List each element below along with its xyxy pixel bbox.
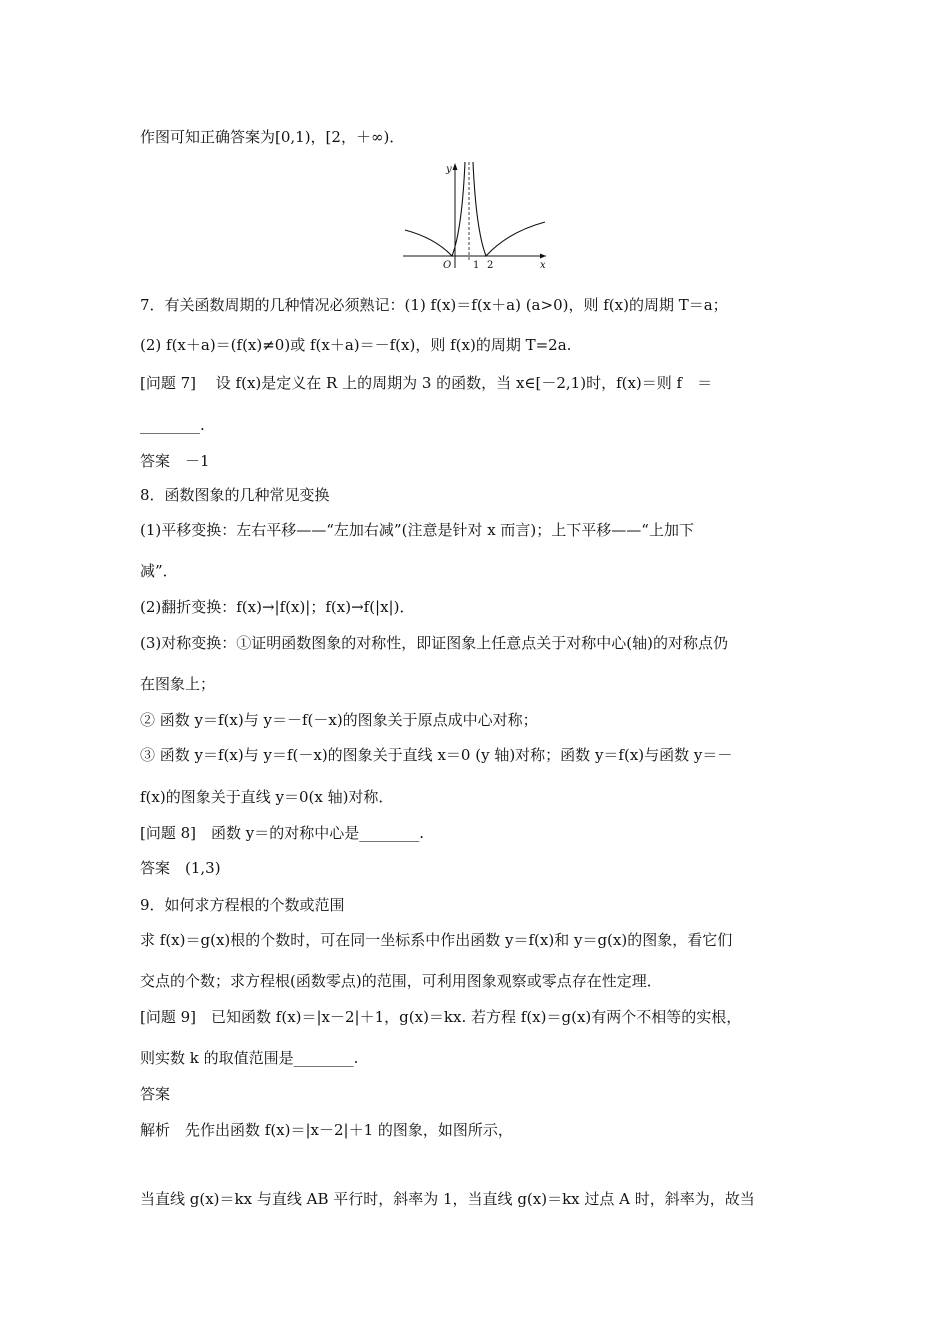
y-axis-arrow	[453, 163, 458, 170]
line-20: 交点的个数；求方程根(函数零点)的范围，可利用图象观察或零点存在性定理．	[140, 972, 662, 990]
origin-label: O	[443, 260, 452, 271]
line-21: [问题 9] 已知函数 f(x)＝|x－2|＋1，g(x)＝kx. 若方程 f(x)＝g(x)有两个不相等的实根，	[140, 1008, 742, 1026]
x-axis-label: x	[540, 260, 546, 271]
line-6: 答案 －1	[140, 452, 210, 470]
tick-label-1: 1	[473, 260, 480, 271]
line-7: 8．函数图象的几种常见变换	[140, 486, 330, 504]
curve-right	[473, 162, 545, 256]
line-12: 在图象上；	[140, 675, 216, 693]
line-15: f(x)的图象关于直线 y＝0(x 轴)对称．	[140, 788, 394, 806]
line-16: [问题 8] 函数 y＝的对称中心是________.	[140, 824, 425, 842]
curve-left	[405, 162, 465, 256]
line-14: ③ 函数 y＝f(x)与 y＝f(－x)的图象关于直线 x＝0 (y 轴)对称；函数 y＝f(x)与函数 y＝－	[140, 746, 733, 764]
line-25: 当直线 g(x)＝kx 与直线 AB 平行时，斜率为 1，当直线 g(x)＝kx 过点 A 时，斜率为，故当	[140, 1190, 755, 1208]
function-graph-figure	[400, 160, 550, 275]
line-8: (1)平移变换：左右平移——“左加右减”(注意是针对 x 而言)；上下平移——“上加下	[140, 521, 694, 539]
tick-label-2: 2	[487, 260, 494, 271]
line-10: (2)翻折变换：f(x)→|f(x)|；f(x)→f(|x|)．	[140, 598, 415, 616]
line-3: (2) f(x＋a)＝(f(x)≠0)或 f(x＋a)＝－f(x)，则 f(x)的周期 T=2a.	[140, 336, 572, 354]
line-19: 求 f(x)＝g(x)根的个数时，可在同一坐标系中作出函数 y＝f(x)和 y＝g(x)的图象，看它们	[140, 931, 733, 949]
line-5: ________.	[140, 416, 205, 434]
line-11: (3)对称变换：①证明函数图象的对称性，即证图象上任意点关于对称中心(轴)的对称点仍	[140, 634, 728, 652]
function-graph-svg	[400, 160, 550, 275]
line-13: ② 函数 y＝f(x)与 y＝－f(－x)的图象关于原点成中心对称；	[140, 711, 538, 729]
line-24: 解析 先作出函数 f(x)＝|x－2|＋1 的图象，如图所示，	[140, 1121, 513, 1139]
line-23: 答案	[140, 1085, 171, 1103]
y-axis-label: y	[446, 164, 452, 175]
line-17: 答案 (1,3)	[140, 859, 221, 877]
line-2: 7．有关函数周期的几种情况必须熟记：(1) f(x)＝f(x＋a) (a>0)，则 f(x)的周期 T＝a；	[140, 296, 728, 314]
line-4: [问题 7] 设 f(x)是定义在 R 上的周期为 3 的函数，当 x∈[－2,1)时，f(x)＝则 f ＝	[140, 374, 713, 392]
x-axis-arrow	[540, 254, 546, 259]
line-18: 9．如何求方程根的个数或范围	[140, 896, 345, 914]
line-1: 作图可知正确答案为[0,1)，[2，＋∞)．	[140, 128, 405, 146]
line-22: 则实数 k 的取值范围是________.	[140, 1049, 359, 1067]
line-9: 减”．	[140, 562, 178, 580]
